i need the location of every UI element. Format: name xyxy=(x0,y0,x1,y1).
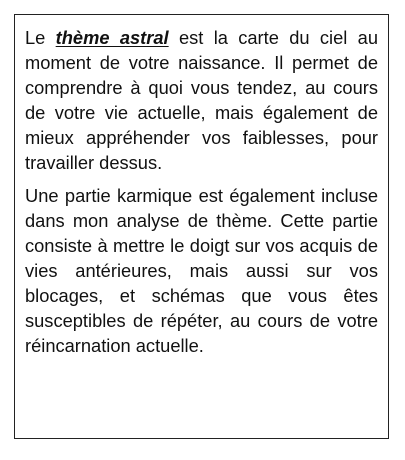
text-box xyxy=(14,14,389,439)
paragraph-1-suffix: est la carte du ciel au moment de votre naissance. Il permet de comprendre à quoi vous tendez, au cours de votre vie actuelle, mais également de mieux appréhender vos faiblesses, pour travailler dessus. xyxy=(25,27,378,173)
paragraph-1-prefix: Le xyxy=(25,27,56,48)
paragraph-theme-astral xyxy=(25,25,378,175)
theme-astral-term: thème astral xyxy=(55,27,169,48)
paragraph-karmic-part: Une partie karmique est également incluse dans mon analyse de thème. Cette partie consiste à mettre le doigt sur vos acquis de vies antérieures, mais aussi sur vos blocages, et schémas que vous êtes susceptibles de répéter, au cours de votre réincarnation actuelle. xyxy=(25,185,378,356)
